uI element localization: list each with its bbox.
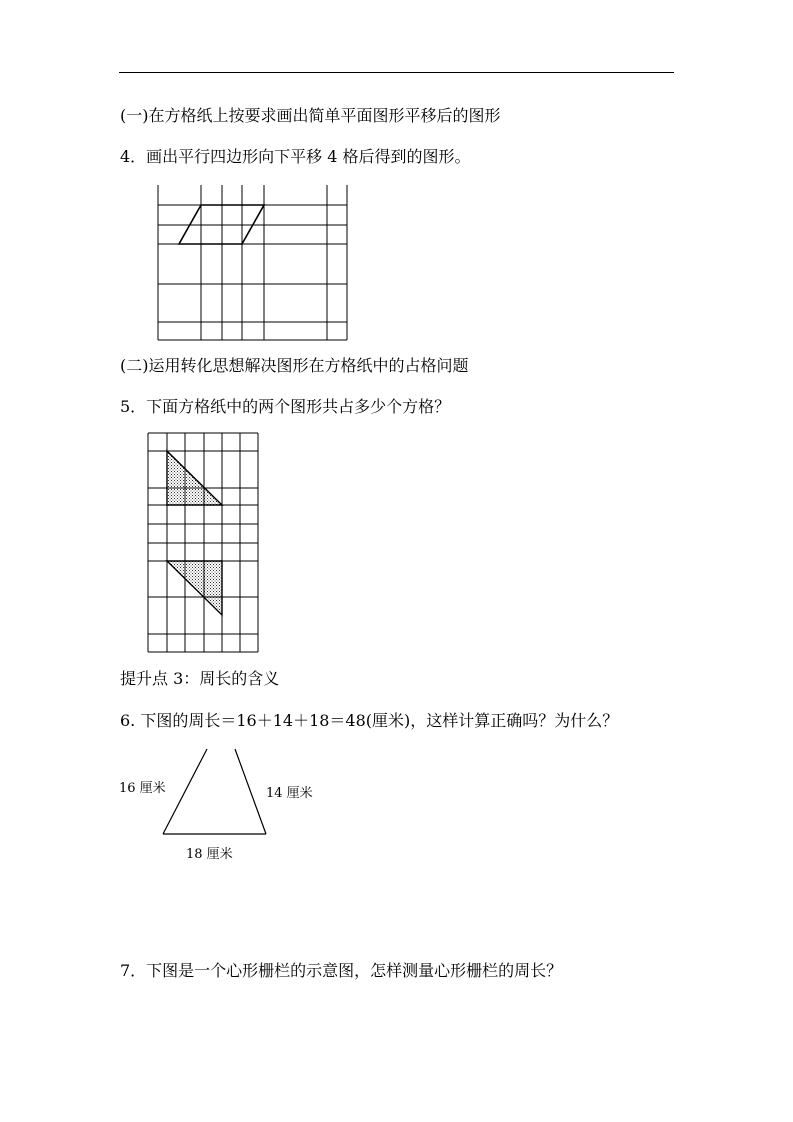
trapezoid-bottom-label: 18 厘米 [186,847,233,862]
question-5: 5．下面方格纸中的两个图形共占多少个方格？ [120,397,451,416]
q5-shape-top [167,451,222,505]
q5-grid [148,433,258,652]
section2-heading: (二)运用转化思想解决图形在方格纸中的占格问题 [120,356,469,375]
q5-shape-bottom [167,561,222,615]
trapezoid-right-label: 14 厘米 [266,786,313,801]
section1-heading: (一)在方格纸上按要求画出简单平面图形平移后的图形 [120,106,501,125]
question-6: 6. 下图的周长＝16＋14＋18＝48(厘米)，这样计算正确吗？为什么？ [120,711,619,730]
point3-heading: 提升点 3：周长的含义 [120,669,280,688]
question-7: 7．下图是一个心形栅栏的示意图，怎样测量心形栅栏的周长？ [120,961,563,980]
trapezoid-left-label: 16 厘米 [119,781,166,796]
q4-grid [158,185,347,340]
question-4: 4．画出平行四边形向下平移 4 格后得到的图形。 [120,147,471,166]
q6-trapezoid [163,749,266,834]
